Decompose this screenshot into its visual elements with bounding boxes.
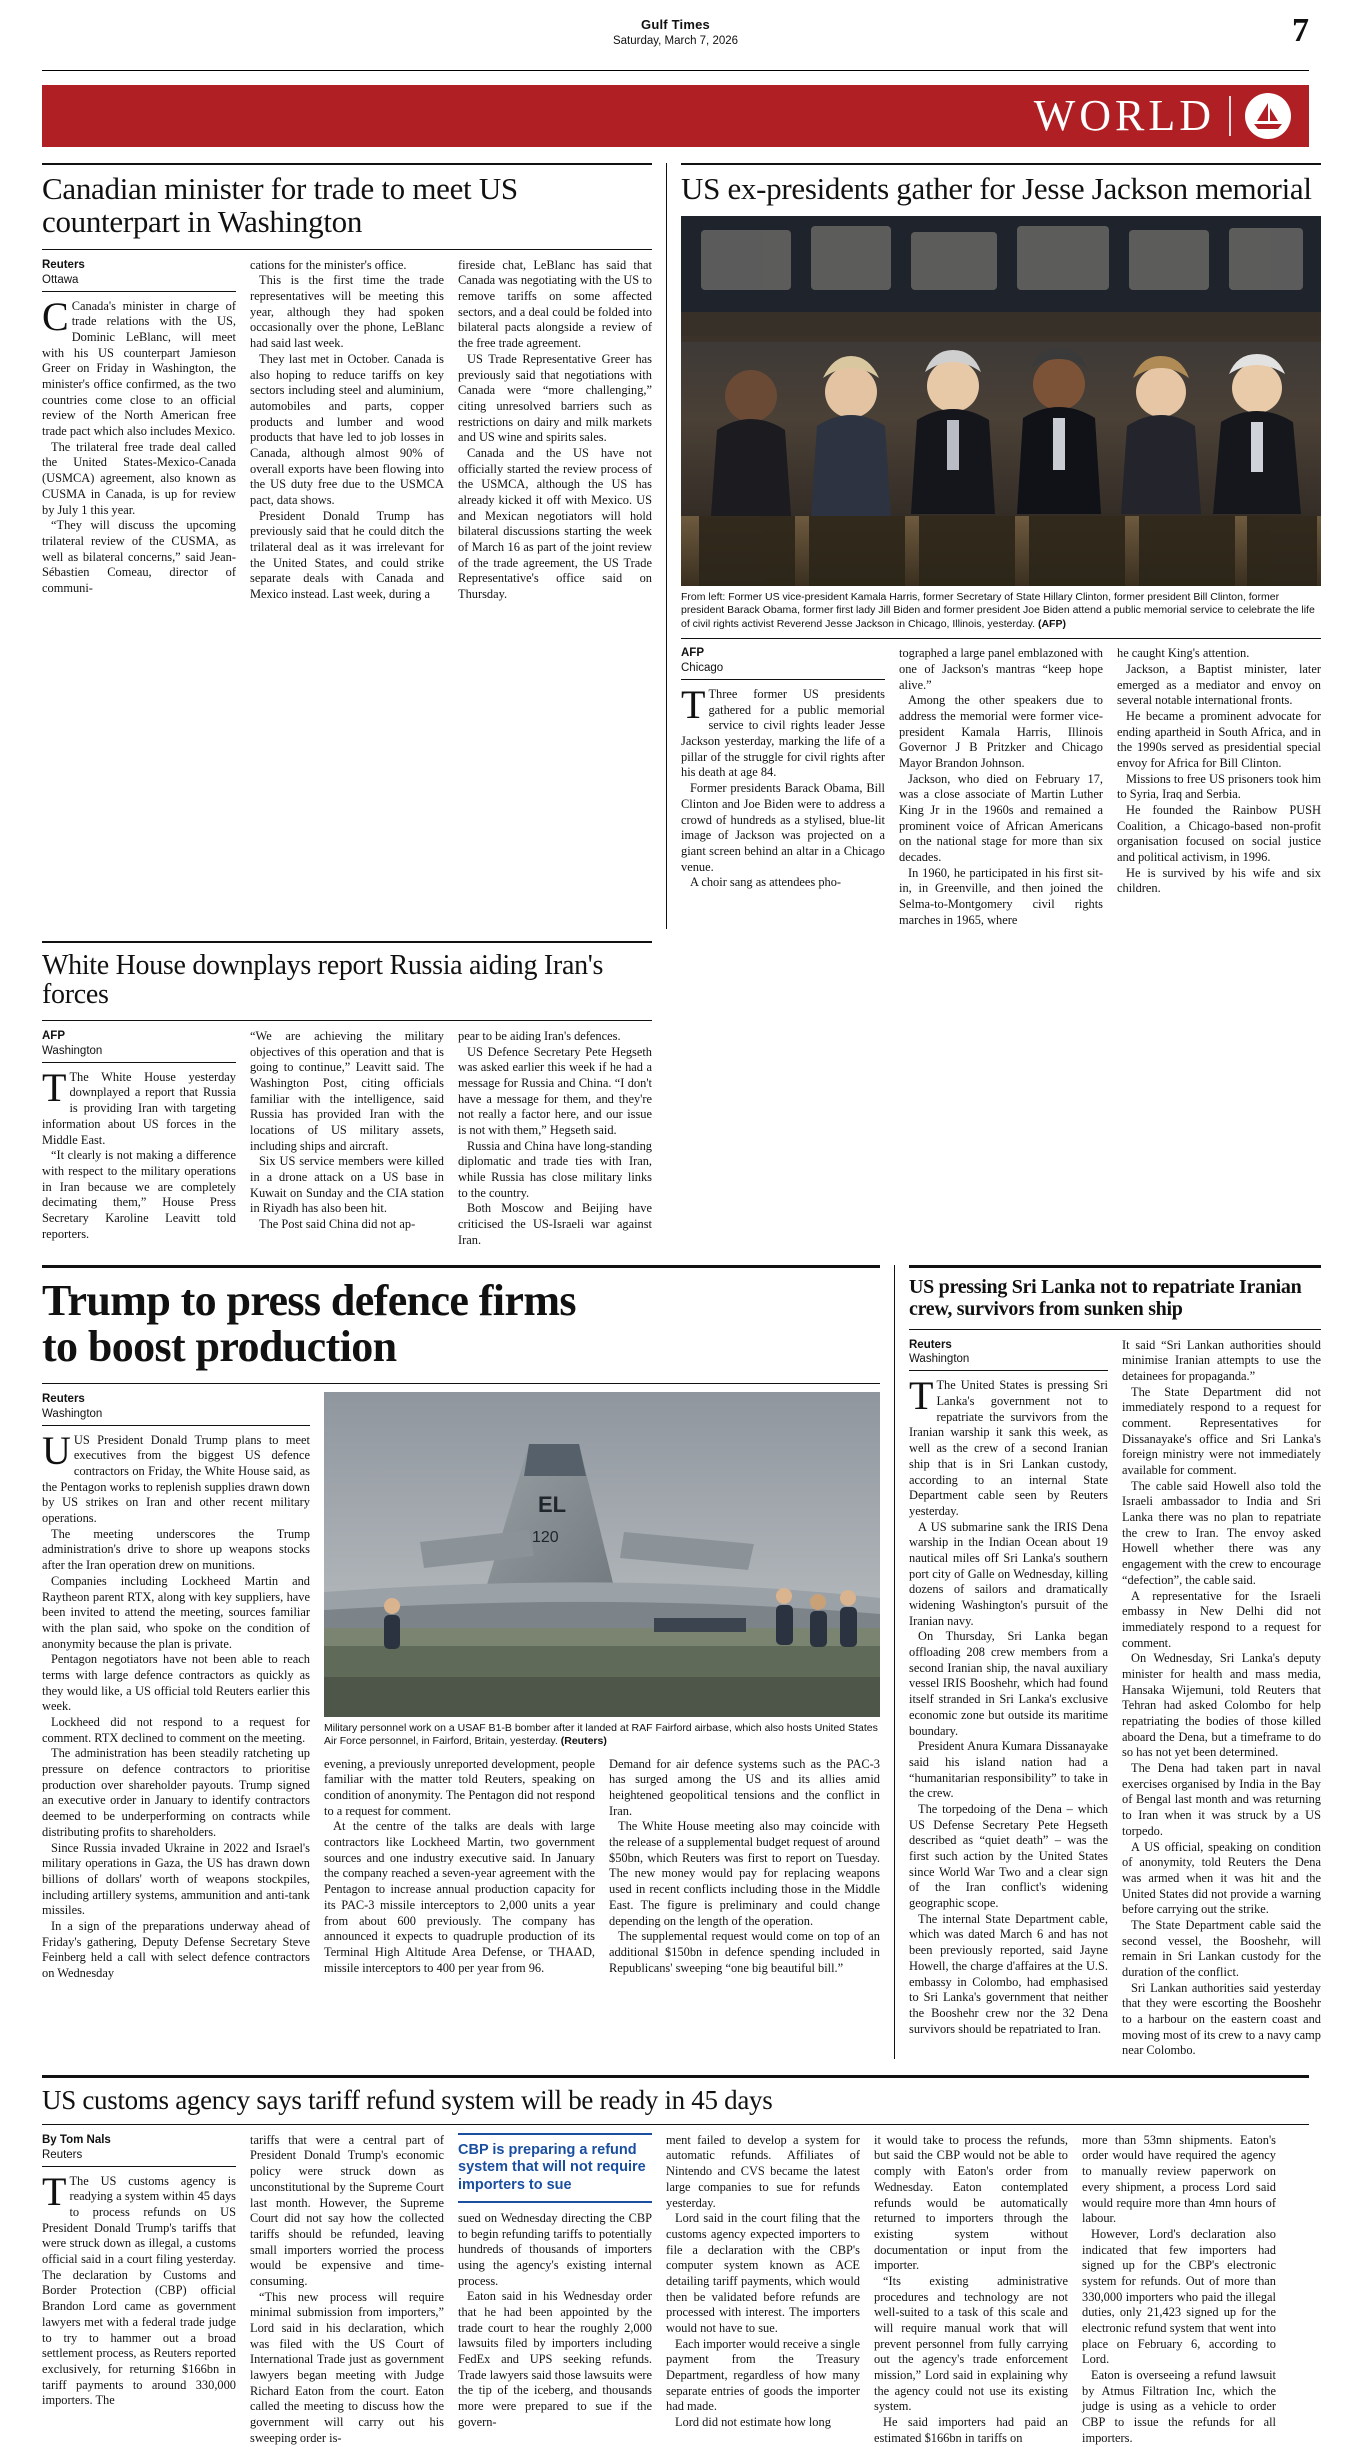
paragraph: Canada and the US have not officially started the review process of the USMCA, although the US has already kicked it off with Mexico. US and Mexican negotiators will hold bilateral discussions starting the week of March 16 as part of the joint review of the trade agreement, the US Trade Representative's office said on Thursday. (458, 445, 652, 602)
paragraph: The supplemental request would come on top of an additional $150bn in defence spending included in Republicans' sweeping “one big beautiful bill.” (609, 1929, 880, 1975)
pull-quote: CBP is preparing a refund system that will not require importers to sue (458, 2133, 652, 2203)
drop-cap: T (42, 1064, 67, 1110)
byline-source: Reuters (42, 2148, 83, 2161)
byline-place: Chicago (681, 662, 724, 675)
paragraph: Lord did not estimate how long (675, 2415, 831, 2430)
paragraph: “Its existing administrative procedures and technology are not well-suited to a task of this scale and will require manual work that will prevent personnel from fully carrying out the agency's trade enforcement mission,” Lord said in explaining why the agency could not use its existing system. (874, 2273, 1068, 2414)
paragraph: It said “Sri Lankan authorities should minimise Iranian attempts to use the detainees for propaganda.” (1122, 1337, 1321, 1383)
paragraph: The trilateral free trade deal called the United States-Mexico-Canada (USMCA) agreement, also known as CUSMA in Canada, is up for review by July 1 this year. (42, 439, 236, 517)
paragraph: Both Moscow and Beijing have criticised the US-Israeli war against Iran. (458, 1201, 652, 1247)
trump-sub-columns (324, 1757, 880, 1977)
paragraph: US Defence Secretary Pete Hegseth was asked earlier this week if he had a message for Russia and China. “I don't have a message for them, and they're not really a factor here, and our issue is not with them,” Hegseth said. (458, 1044, 652, 1138)
paragraph: Among the other speakers due to address the memorial were former vice-president Kamala Harris, Illinois Governor J B Pritzker and Chicago Mayor Brandon Johnson. (899, 693, 1103, 770)
paragraph: “We are achieving the military objectives of this operation and that is going to continue,” Leavitt said. The Washington Post, citing officials familiar with the intelligence, said Russia has provided Iran with the locations of US military assets, including ships and aircraft. (250, 1028, 444, 1153)
page-title: US pressing Sri Lanka not to repatriate Iranian crew, survivors from sunken ship (909, 1275, 1302, 1320)
headline-underrule (909, 1329, 1321, 1330)
paragraph: “They will discuss the upcoming trilateral review of the CUSMA, as well as bilateral concerns,” said Jean-Sébastien Comeau, director of communi- (42, 518, 236, 595)
paragraph: The torpedoing of the Dena – which US Defense Secretary Pete Hegseth described as “quiet death” – was the first such action by the United States since World War Two and a clear sign of the Iran conflict's widening geographic scope. (909, 1801, 1108, 1911)
byline-source: AFP (681, 647, 704, 660)
publication-date: Saturday, March 7, 2026 (612, 34, 739, 47)
byline-source: Reuters (42, 258, 85, 271)
article-rule (42, 941, 652, 943)
photo-caption: Military personnel work on a USAF B1-B bomber after it landed at RAF Fairford airbase, which also hosts United States Air Force personnel, in Fairford, Britain, yesterday. (Reuters) (324, 1721, 878, 1748)
paragraph: President Anura Kumara Dissanayake said his island nation had a “humanitarian responsibility” to take in the crew. (909, 1739, 1108, 1801)
byline-author: By Tom Nals (42, 2133, 111, 2146)
paragraph: The cable said Howell also told the Israeli ambassador to India and Sri Lanka there was no plan to repatriate the crew to Iran. The envoy asked Howell whether there was any engagement with the crew to encourage “defection”, the cable said. (1122, 1478, 1321, 1587)
usex-columns (681, 646, 1321, 928)
article-jesse-jackson (666, 163, 1321, 929)
paragraph: “It clearly is not making a difference with respect to the military operations in Iran because we are completely decimating them,” House Press Secretary Karoline Leavitt told reporters. (42, 1148, 236, 1241)
svg-text:120: 120 (532, 1528, 559, 1546)
srilanka-columns (909, 1338, 1321, 2060)
article-customs-refunds (42, 2075, 1309, 2446)
page-number: 7 (1292, 12, 1309, 49)
sailboat-icon (1245, 93, 1291, 139)
masthead-center (42, 16, 1309, 49)
headline-underrule (42, 1383, 880, 1384)
paragraph: tographed a large panel emblazoned with one of Jackson's mantras “keep hope alive.” (899, 646, 1103, 692)
paragraph: The Post said China did not ap- (259, 1217, 416, 1232)
paragraph: Eaton is overseeing a refund lawsuit by Atmus Filtration Inc, which the judge is using as a vehicle to order CBP to issue the refunds for all importers. (1082, 2368, 1276, 2445)
byline (909, 1338, 1108, 1372)
paragraph: more than 53mn shipments. Eaton's order would have required the agency to manually review paperwork on every shipment, a process Lord said would require more than 4mn hours of labour. (1082, 2132, 1276, 2226)
svg-text:EL: EL (538, 1491, 567, 1517)
article-rule (909, 1265, 1321, 1268)
paragraph: Russia and China have long-standing diplomatic and trade ties with Iran, while Russia has close military links to the country. (458, 1138, 652, 1200)
byline (42, 2133, 236, 2167)
paragraph: Missions to free US prisoners took him to Syria, Iraq and Serbia. (1117, 771, 1321, 802)
article-rule (681, 163, 1321, 165)
paragraph: The White House meeting also may coincide with the release of a supplemental budget request of around $50bn, which Reuters was first to report on Tuesday. The new money would pay for replacing weapons used in recent conflicts including those in the Middle East. The figure is preliminary and could change depending on the length of the operation. (609, 1819, 880, 1928)
page-title: US customs agency says tariff refund system will be ready in 45 days (42, 2085, 773, 2116)
paragraph: fireside chat, LeBlanc has said that Canada was negotiating with the US to remove tariffs on some affected sectors, and a deal could be folded into bilateral pacts alongside a review of the free trade agreement. (458, 257, 652, 351)
page-title: Canadian minister for trade to meet US counterpart in Washington (42, 171, 518, 239)
paragraph: He founded the Rainbow PUSH Coalition, a Chicago-based non-profit organisation focused on social justice and political activism, in 1996. (1117, 803, 1321, 865)
paragraph: T Three former US presidents gathered for a public memorial service to civil rights leader Jesse Jackson yesterday, marking the life of a pillar of the struggle for civil rights after his death at age 84. (681, 682, 885, 780)
paragraph: Lord said in the court filing that the customs agency expected importers to file a declaration with the CBP's computer system known as ACE detailing tariff payments, which would then be validated before refunds are processed with interest. The importers would not have to sue. (666, 2211, 860, 2335)
trump-columns (42, 1392, 880, 1982)
paragraph: Eaton said in his Wednesday order that he had been appointed by the trade court to hear the roughly 2,000 lawsuits filed by importers including FedEx and UPS seeking refunds. Trade lawyers said those lawsuits were the tip of the iceberg, and thousands more were prepared to sue if the govern- (458, 2289, 652, 2429)
paragraph: Demand for air defence systems such as the PAC-3 has surged among the US and its allies amid heightened geopolitical tensions and the conflict in Iran. (609, 1756, 880, 1818)
paragraph: C Canada's minister in charge of trade relations with the US, Dominic LeBlanc, will meet with his US counterpart Jamieson Greer on Friday in Washington, the minister's office confirmed, as the two countries come close to an official review of the North American free trade pact which also includes Mexico. (42, 293, 236, 439)
paragraph: cations for the minister's office. (250, 257, 407, 272)
paragraph: This is the first time the trade representatives will be meeting this year, although they had spoken occasionally over the phone, LeBlanc had said last week. (250, 273, 444, 351)
canada-columns (42, 258, 652, 603)
article-rule (42, 2075, 1309, 2078)
headline-underrule (42, 2124, 1309, 2125)
paragraph: The State Department cable said the second vessel, the Booshehr, will remain in Sri Lankan custody for the duration of the conflict. (1122, 1917, 1321, 1980)
headline-underrule (42, 1020, 652, 1021)
section-banner (42, 85, 1309, 147)
paragraph: it would take to process the refunds, but said the CBP would not be able to comply with Eaton's order from Wednesday. Eaton contemplated refunds would be automatically returned to importers through the existing system without documentation or input from the importer. (874, 2132, 1068, 2273)
page-title: Trump to press defence firms to boost production (42, 1275, 576, 1372)
paragraph: pear to be aiding Iran's defences. (458, 1028, 621, 1043)
paragraph: The Dena had taken part in naval exercises organised by India in the Bay of Bengal last month and was returning to Iran when it was struck by a US torpedo. (1122, 1761, 1321, 1838)
byline-place: Washington (42, 1044, 103, 1057)
paragraph: In 1960, he participated in his first sit-in, in Greenville, and then joined the Selma-to-Montgomery civil rights marches in 1965, where (899, 865, 1103, 927)
page-title: White House downplays report Russia aiding Iran's forces (42, 949, 604, 1011)
byline (42, 258, 236, 292)
whitehouse-columns (42, 1029, 652, 1249)
paragraph: Since Russia invaded Ukraine in 2022 and Israel's military operations in Gaza, the US has drawn down billions of dollars' worth of weapons stockpiles, including artillery systems, ammunition and anti-tank missiles. (42, 1840, 310, 1918)
headline-underrule (42, 249, 652, 250)
paragraph: A US official, speaking on condition of anonymity, told Reuters the Dena was armed when it was hit and the United States did not provide a warning before carrying out the strike. (1122, 1839, 1321, 1917)
paragraph: Former presidents Barack Obama, Bill Clinton and Joe Biden were to address a crowd of hundreds as a stylised, blue-lit image of Jackson was projected on a giant screen behind an altar in a Chicago venue. (681, 781, 885, 874)
paragraph: Jackson, who died on February 17, was a close associate of Martin Luther King Jr in the 1960s and remained a prominent voice of African Americans on the national stage for more than six decades. (899, 771, 1103, 865)
byline-place: Washington (909, 1353, 970, 1366)
paragraph: he caught King's attention. (1117, 646, 1250, 661)
publication-name: Gulf Times (641, 17, 710, 32)
article-rule (42, 1265, 880, 1268)
section-title: WORLD (1033, 91, 1215, 140)
paragraph: Pentagon negotiators have not been able to reach terms with large defence contractors as quickly as they would like, a US official told Reuters earlier this week. (42, 1652, 310, 1714)
paragraph: sued on Wednesday directing the CBP to begin refunding tariffs to potentially hundreds of thousands of importers using the agency's existing internal process. (458, 2210, 652, 2288)
paragraph: On Wednesday, Sri Lanka's deputy minister for health and mass media, Hansaka Wijemuni, told Reuters that Tehran had asked Colombo for help repatriating the bodies of those killed aboard the Dena, but a timeframe to do so has not yet been determined. (1122, 1651, 1321, 1760)
article-sri-lanka (894, 1265, 1321, 2060)
paragraph: The administration has been steadily ratcheting up pressure on defence contractors to prioritise production over shareholder payouts. Trump signed an executive order in January to identify contractors deemed to be underperforming on contracts while distributing profits to shareholders. (42, 1746, 310, 1839)
row-middle (42, 941, 1309, 1249)
paragraph: Each importer would receive a single payment from the Treasury Department, regardless of how many separate entries of goods the importer had made. (666, 2336, 860, 2414)
paragraph: A representative for the Israeli embassy in New Delhi did not immediately respond to a request for comment. (1122, 1588, 1321, 1650)
paragraph: T The United States is pressing Sri Lanka's government not to repatriate the survivors from the Iranian warship it sank this week, as well as the crew of a second Iranian ship that is in Sri Lankan custody, according to an internal State Department cable seen by Reuters yesterday. (909, 1373, 1108, 1518)
paragraph: US Trade Representative Greer has previously said that negotiations with Canada were “more challenging,” citing unresolved barriers such as restrictions on dairy and milk markets and US wine and spirits sales. (458, 351, 652, 445)
paragraph: On Thursday, Sri Lanka began offloading 208 crew members from a second Iranian ship, the naval auxiliary vessel IRIS Booshehr, which had found itself stranded in Sri Lanka's exclusive economic zone but outside its maritime boundary. (909, 1629, 1108, 1738)
paragraph: Lockheed did not respond to a request for comment. RTX declined to comment on the meeting. (42, 1715, 310, 1745)
paragraph: Six US service members were killed in a drone attack on a US base in Kuwait on Sunday and the CIA station in Riyadh has also been hit. (250, 1154, 444, 1216)
paragraph: Jackson, a Baptist minister, later emerged as a mediator and envoy on several notable international fronts. (1117, 661, 1321, 708)
paragraph: He said importers had paid an estimated $166bn in tariffs on (874, 2415, 1068, 2445)
row-top (42, 163, 1321, 929)
paragraph: tariffs that were a central part of President Donald Trump's economic policy were struck down as unconstitutional by the Supreme Court last month. However, the Supreme Court did not say how the collected tariffs should be refunded, leaving small importers worried the process would be expensive and time-consuming. (250, 2132, 444, 2288)
byline-place: Ottawa (42, 273, 79, 286)
byline-source: Reuters (909, 1338, 952, 1351)
byline (42, 1029, 236, 1063)
paragraph: A choir sang as attendees pho- (690, 875, 842, 890)
memorial-photo (681, 216, 1321, 586)
paragraph: T The White House yesterday downplayed a report that Russia is providing Iran with targeting information about US forces in the Middle East. (42, 1064, 236, 1147)
banner-divider (1229, 96, 1231, 136)
paragraph: They last met in October. Canada is also hoping to reduce tariffs on key sectors including steel and aluminium, automobiles and parts, copper products and lumber and wood products that have led to job losses in Canada, although almost 90% of overall exports have been flowing into the US duty free due to the USMCA pact, data shows. (250, 351, 444, 508)
paragraph: UUS President Donald Trump plans to meet executives from the biggest US defence contractors on Friday, the White House said, as the Pentagon works to replenish supplies drawn down by US strikes on Iran and other recent military operations. (42, 1427, 310, 1526)
article-trump-defence (42, 1265, 880, 2060)
customs-columns (42, 2133, 1309, 2447)
drop-cap: T (42, 2168, 67, 2214)
drop-cap: U (42, 1427, 71, 1473)
drop-cap: T (909, 1373, 934, 1419)
masthead (42, 0, 1309, 71)
paragraph: He is survived by his wife and six children. (1117, 865, 1321, 896)
paragraph: In a sign of the preparations underway ahead of Friday's gathering, Deputy Defense Secretary Steve Feinberg held a call with select defence contractors on Wednesday (42, 1918, 310, 1981)
byline-source: Reuters (42, 1392, 85, 1405)
paragraph: The meeting underscores the Trump administration's drive to shore up weapons stocks after the Iran operation drew on munitions. (42, 1526, 310, 1573)
article-white-house-russia (42, 941, 652, 1249)
byline-source: AFP (42, 1029, 65, 1042)
drop-cap: C (42, 293, 69, 339)
paragraph: The internal State Department cable, which was dated March 6 and has not been previously reported, said Jayne Howell, the charge d'affaires at the U.S. embassy in Colombo, had emphasised to Sri Lanka's government that neither the Booshehr crew nor the 32 Dena survivors should be repatriated to Iran. (909, 1911, 1108, 2036)
paragraph: ment failed to develop a system for automatic refunds. Affiliates of Nintendo and CVS became the latest large companies to sue for refunds yesterday. (666, 2132, 860, 2210)
paragraph: “This new process will require minimal submission from importers,” Lord said in his declaration, which was filed with the US Court of International Trade just as government lawyers began meeting with Judge Richard Eaton from the court. Eaton called the meeting to discuss how the government will carry out his sweeping order is- (250, 2289, 444, 2445)
paragraph: A US submarine sank the IRIS Dena warship in the Indian Ocean about 19 nautical miles off Sri Lanka's southern port city of Galle on Wednesday, killing dozens of sailors and dramatically widening Washington's pursuit of the Iranian navy. (909, 1519, 1108, 1628)
row-lower (42, 1265, 1321, 2060)
paragraph: At the centre of the talks are deals with large contractors like Lockheed Martin, two government sources and one industry executive said. In January the company reached a seven-year agreement with the Pentagon to increase annual production capacity for its PAC-3 missile interceptors to 2,000 units a year from about 600 previously. The company has announced it expects to quadruple production of its Terminal High Altitude Area Defense, or THAAD, missile interceptors to 400 per year from 96. (324, 1819, 595, 1975)
paragraph: He became a prominent advocate for ending apartheid in South Africa, and in the 1990s served as presidential special envoy for Africa for Bill Clinton. (1117, 708, 1321, 770)
byline (42, 1392, 310, 1426)
paragraph: The State Department did not immediately respond to a request for comment. Representatives for Dissanayake's office and Sri Lanka's foreign ministry were not immediately available for comment. (1122, 1384, 1321, 1478)
paragraph: evening, a previously unreported development, people familiar with the matter told Reuters, speaking on condition of anonymity. The Pentagon did not respond to a request for comment. (324, 1756, 595, 1818)
article-rule (42, 163, 652, 165)
drop-cap: T (681, 682, 706, 728)
photo-caption: From left: Former US vice-president Kamala Harris, former Secretary of State Hillary Clinton, former president Bill Clinton, former president Barack Obama, former first lady Jill Biden and former president Joe Biden attend a public memorial service to celebrate the life of civil rights activist Reverend Jesse Jackson in Chicago, Illinois, yesterday. (AFP) (681, 590, 1315, 630)
paragraph: However, Lord's declaration also indicated that few importers had signed up for the CBP's electronic system for refunds. Out of more than 330,000 importers who paid the illegal duties, only 21,423 signed up for the electronic refund system that went into place on February 6, according to Lord. (1082, 2226, 1276, 2367)
page-title: US ex-presidents gather for Jesse Jackson memorial (681, 171, 1312, 206)
byline-place: Washington (42, 1407, 103, 1420)
paragraph: President Donald Trump has previously said that he could ditch the trilateral deal as it was irrelevant for the United States, and could strike separate deals with Canada and Mexico instead. Last week, during a (250, 508, 444, 602)
paragraph: T The US customs agency is readying a system within 45 days to process refunds on US President Donald Trump's tariffs that were struck down as illegal, a customs official said in a court filing yesterday. The declaration by Customs and Border Protection (CBP) official Brandon Lord came as government lawyers met with a federal trade judge to try to hammer out a broad settlement process, as Reuters reported exclusively, for returning $166bn in tariff payments to around 330,000 importers. The (42, 2168, 236, 2408)
bomber-photo (324, 1392, 880, 1717)
caption-underrule (681, 638, 1321, 639)
paragraph: Sri Lankan authorities said yesterday that they were escorting the Booshehr to a harbour on the eastern coast and moving most of its crew to a navy camp near Colombo. (1122, 1980, 1321, 2058)
byline (681, 646, 885, 680)
paragraph: Companies including Lockheed Martin and Raytheon parent RTX, along with key suppliers, have been invited to attend the meeting, sources familiar with the plan said, who spoke on the condition of anonymity because the plan is private. (42, 1573, 310, 1651)
article-canada-trade (42, 163, 652, 929)
